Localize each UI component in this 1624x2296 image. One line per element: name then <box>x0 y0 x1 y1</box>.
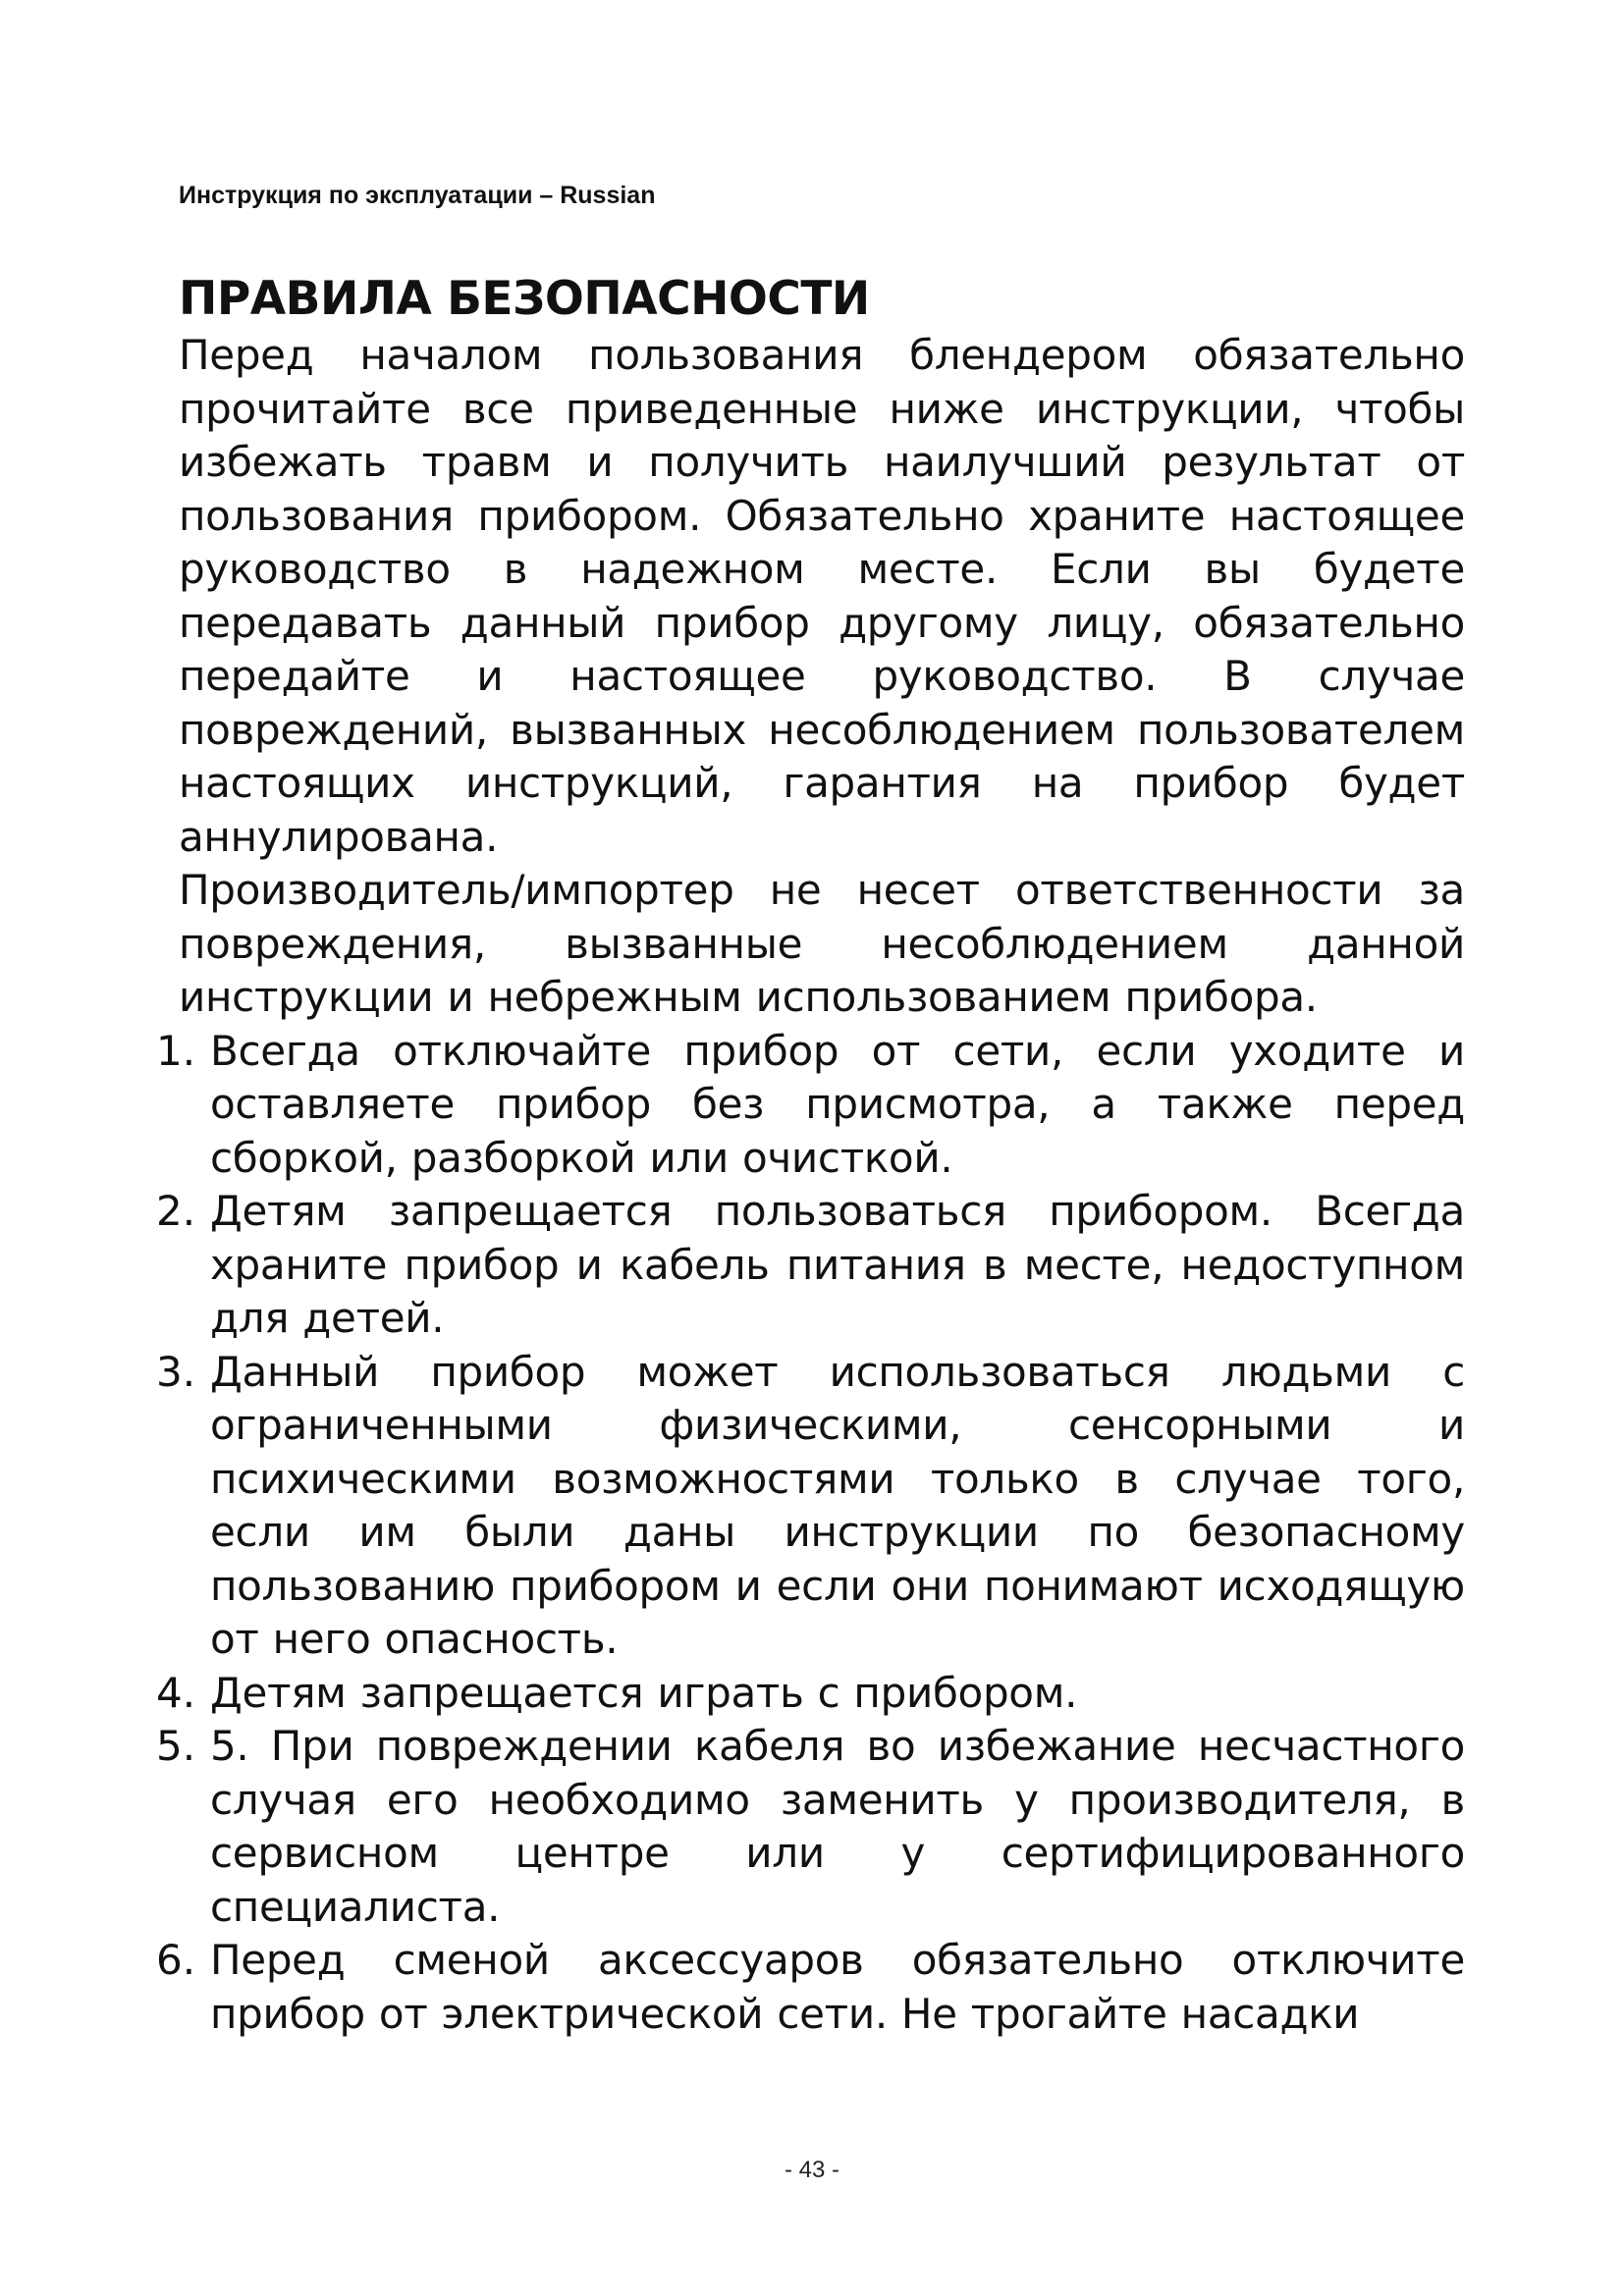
rule-number: 1. <box>156 1026 196 1075</box>
rule-item-6 <box>156 1934 1465 2041</box>
rule-item-2 <box>156 1185 1465 1346</box>
rule-text: Детям запрещается пользоваться прибором. Всегда храните прибор и кабель питания в месте, недоступном для детей. <box>210 1187 1465 1342</box>
rule-text: Перед сменой аксессуаров обязательно отключите прибор от электрической сети. Не трогайте насадки <box>210 1936 1465 2038</box>
page-number: - 43 - <box>784 2157 839 2183</box>
intro-paragraph: Перед началом пользования блендером обязательно прочитайте все приведенные ниже инструкции, чтобы избежать травм и получить наилучший результат от пользования прибором. Обязательно храните настоящее руководство в надежном месте. Если вы будете передавать данный прибор другому лицу, обязательно передайте и настоящее руководство. В случае повреждений, вызванных несоблюдением пользователем настоящих инструкций, гарантия на прибор будет аннулирована. <box>179 331 1465 861</box>
rule-number: 4. <box>156 1668 196 1717</box>
rule-number: 6. <box>156 1936 196 1984</box>
rule-text: Детям запрещается играть с прибором. <box>210 1668 1078 1717</box>
rule-text: 5. При повреждении кабеля во избежание несчастного случая его необходимо заменить у производителя, в сервисном центре или у сертифицированного специалиста. <box>210 1722 1465 1931</box>
rule-item-1 <box>156 1025 1465 1186</box>
rule-item-3 <box>156 1346 1465 1667</box>
safety-rules-list <box>156 1025 1465 2042</box>
rule-item-5 <box>156 1720 1465 1934</box>
safety-section <box>156 270 1465 2041</box>
rule-number: 3. <box>156 1347 196 1396</box>
section-title: ПРАВИЛА БЕЗОПАСНОСТИ <box>179 272 870 326</box>
rule-number: 5. <box>156 1722 196 1770</box>
rule-item-4 <box>156 1667 1465 1721</box>
rule-text: Всегда отключайте прибор от сети, если уходите и оставляете прибор без присмотра, а также перед сборкой, разборкой или очисткой. <box>210 1026 1465 1182</box>
running-header: Инструкция по эксплуатации – Russian <box>179 182 656 209</box>
rule-text: Данный прибор может использоваться людьми с ограниченными физическими, сенсорными и психическими возможностями только в случае того, если им были даны инструкции по безопасному пользованию прибором и если они понимают исходящую от него опасность. <box>210 1347 1465 1663</box>
disclaimer-paragraph: Производитель/импортер не несет ответственности за повреждения, вызванные несоблюдением данной инструкции и небрежным использованием прибора. <box>179 866 1465 1021</box>
rule-number: 2. <box>156 1187 196 1235</box>
